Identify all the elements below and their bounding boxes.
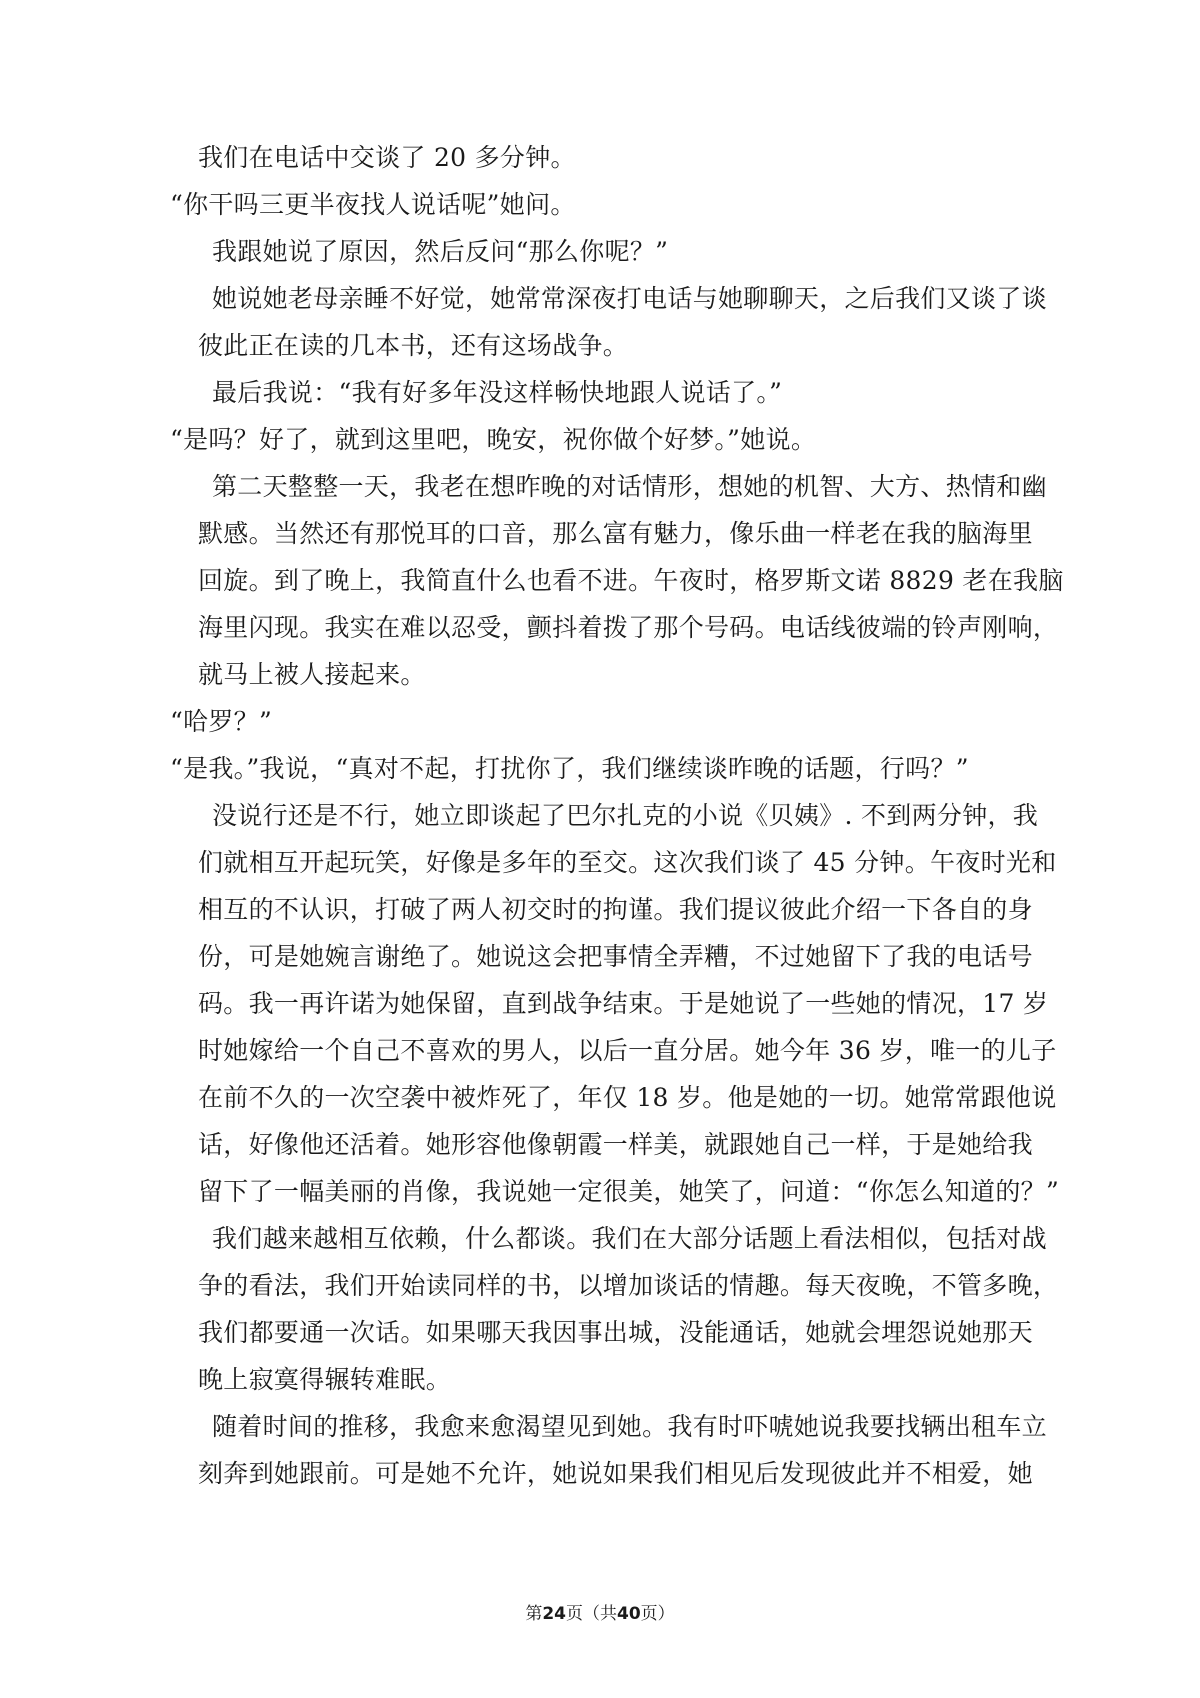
- text-line: 没说行还是不行，她立即谈起了巴尔扎克的小说《贝姨》. 不到两分钟，我: [212, 801, 1039, 830]
- text-line: 们就相互开起玩笑，好像是多年的至交。这次我们谈了 45 分钟。午夜时光和: [198, 848, 1057, 877]
- text-line: “你干吗三更半夜找人说话呢”她问。: [170, 190, 576, 219]
- text-line: 我们在电话中交谈了 20 多分钟。: [198, 143, 576, 172]
- total-pages: 40: [617, 1604, 641, 1624]
- footer-prefix: 第: [525, 1604, 543, 1624]
- text-line: 我跟她说了原因，然后反问“那么你呢？”: [212, 237, 669, 266]
- text-line: 我们越来越相互依赖，什么都谈。我们在大部分话题上看法相似，包括对战: [212, 1224, 1047, 1253]
- text-line: 就马上被人接起来。: [198, 660, 426, 689]
- page-number: 24: [542, 1604, 566, 1624]
- text-line: 彼此正在读的几本书，还有这场战争。: [198, 331, 629, 360]
- text-line: 海里闪现。我实在难以忍受，颤抖着拨了那个号码。电话线彼端的铃声刚响，: [198, 613, 1059, 642]
- page-footer: [0, 1603, 1200, 1625]
- text-line: “哈罗？”: [170, 707, 273, 736]
- text-line: 第二天整整一天，我老在想昨晚的对话情形，想她的机智、大方、热情和幽: [212, 472, 1047, 501]
- text-line: 话，好像他还活着。她形容他像朝霞一样美，就跟她自己一样，于是她给我: [198, 1130, 1033, 1159]
- text-line: 码。我一再许诺为她保留，直到战争结束。于是她说了一些她的情况，17 岁: [198, 989, 1049, 1018]
- text-line: 默感。当然还有那悦耳的口音，那么富有魅力，像乐曲一样老在我的脑海里: [198, 519, 1033, 548]
- text-line: 她说她老母亲睡不好觉，她常常深夜打电话与她聊聊天，之后我们又谈了谈: [212, 284, 1047, 313]
- text-line: 最后我说：“我有好多年没这样畅快地跟人说话了。”: [212, 378, 783, 407]
- text-line: 回旋。到了晚上，我简直什么也看不进。午夜时，格罗斯文诺 8829 老在我脑: [198, 566, 1064, 595]
- text-line: 份，可是她婉言谢绝了。她说这会把事情全弄糟，不过她留下了我的电话号: [198, 942, 1033, 971]
- text-line: 我们都要通一次话。如果哪天我因事出城，没能通话，她就会埋怨说她那天: [198, 1318, 1033, 1347]
- footer-suffix: 页）: [640, 1604, 675, 1624]
- text-line: 争的看法，我们开始读同样的书，以增加谈话的情趣。每天夜晚，不管多晚，: [198, 1271, 1059, 1300]
- text-line: 刻奔到她跟前。可是她不允许，她说如果我们相见后发现彼此并不相爱，她: [198, 1459, 1033, 1488]
- text-line: 时她嫁给一个自己不喜欢的男人，以后一直分居。她今年 36 岁，唯一的儿子: [198, 1036, 1057, 1065]
- text-line: 在前不久的一次空袭中被炸死了，年仅 18 岁。他是她的一切。她常常跟他说: [198, 1083, 1057, 1112]
- text-line: 晚上寂寞得辗转难眠。: [198, 1365, 452, 1394]
- text-line: 随着时间的推移，我愈来愈渴望见到她。我有时吓唬她说我要找辆出租车立: [212, 1412, 1047, 1441]
- text-line: “是吗？好了，就到这里吧，晚安，祝你做个好梦。”她说。: [170, 425, 817, 454]
- text-line: 相互的不认识，打破了两人初交时的拘谨。我们提议彼此介绍一下各自的身: [198, 895, 1033, 924]
- text-line: “是我。”我说，“真对不起，打扰你了，我们继续谈昨晚的话题，行吗？”: [170, 754, 969, 783]
- text-line: 留下了一幅美丽的肖像，我说她一定很美，她笑了，问道：“你怎么知道的？”: [198, 1177, 1060, 1206]
- footer-middle: 页（共: [566, 1604, 617, 1624]
